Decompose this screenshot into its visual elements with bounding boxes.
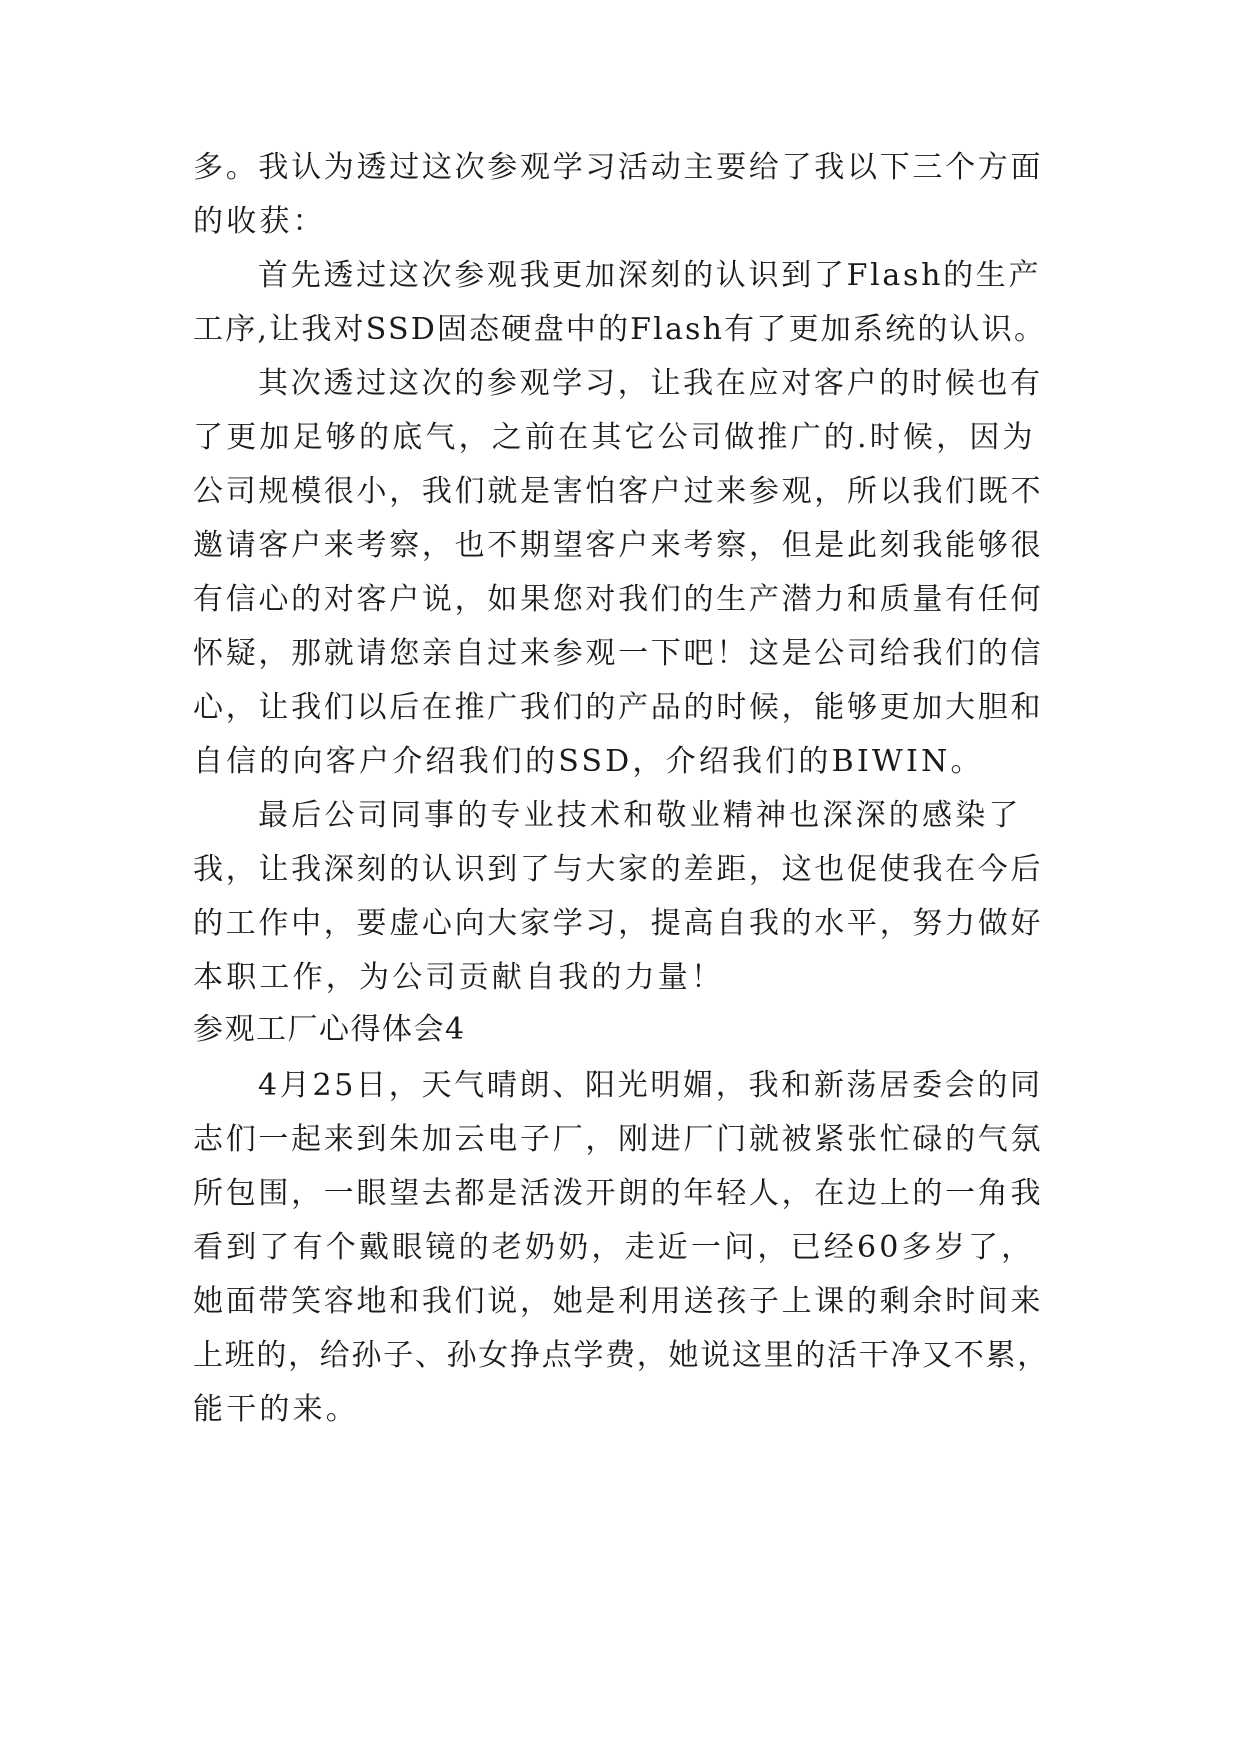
text-line: 工序,让我对SSD固态硬盘中的Flash有了更加系统的认识。 bbox=[193, 312, 1047, 347]
text-line: 心，让我们以后在推广我们的产品的时候，能够更加大胆和 bbox=[193, 690, 1044, 725]
paragraph-first-line: 最后公司同事的专业技术和敬业精神也深深的感染了 bbox=[258, 798, 1022, 833]
text-line: 我，让我深刻的认识到了与大家的差距，这也促使我在今后 bbox=[193, 852, 1044, 887]
text-line: 自信的向客户介绍我们的SSD，介绍我们的BIWIN。 bbox=[193, 744, 984, 779]
text-line: 她面带笑容地和我们说，她是利用送孩子上课的剩余时间来 bbox=[193, 1284, 1044, 1319]
text-line: 看到了有个戴眼镜的老奶奶，走近一问，已经60多岁了， bbox=[193, 1230, 1035, 1265]
paragraph-first-line: 4月25日，天气晴朗、阳光明媚，我和新荡居委会的同 bbox=[258, 1068, 1043, 1103]
text-line: 邀请客户来考察，也不期望客户来考察，但是此刻我能够很 bbox=[193, 528, 1044, 563]
text-line: 公司规模很小，我们就是害怕客户过来参观，所以我们既不 bbox=[193, 474, 1044, 509]
text-line: 多。我认为透过这次参观学习活动主要给了我以下三个方面 bbox=[193, 150, 1044, 185]
text-line: 本职工作，为公司贡献自我的力量！ bbox=[193, 960, 725, 995]
paragraph-first-line: 首先透过这次参观我更加深刻的认识到了Flash的生产 bbox=[258, 258, 1042, 293]
text-line: 所包围，一眼望去都是活泼开朗的年轻人，在边上的一角我 bbox=[193, 1176, 1044, 1211]
text-line: 能干的来。 bbox=[193, 1392, 359, 1427]
text-line: 上班的，给孙子、孙女挣点学费，她说这里的活干净又不累， bbox=[193, 1338, 1049, 1373]
section-heading: 参观工厂心得体会4 bbox=[193, 1012, 466, 1047]
text-line: 有信心的对客户说，如果您对我们的生产潜力和质量有任何 bbox=[193, 582, 1044, 617]
text-line: 怀疑，那就请您亲自过来参观一下吧！这是公司给我们的信 bbox=[193, 636, 1044, 671]
text-line: 志们一起来到朱加云电子厂，刚进厂门就被紧张忙碌的气氛 bbox=[193, 1122, 1044, 1157]
text-line: 的工作中，要虚心向大家学习，提高自我的水平，努力做好 bbox=[193, 906, 1044, 941]
text-line: 了更加足够的底气，之前在其它公司做推广的.时候，因为 bbox=[193, 420, 1036, 455]
text-line: 的收获： bbox=[193, 204, 326, 239]
paragraph-first-line: 其次透过这次的参观学习，让我在应对客户的时候也有 bbox=[258, 366, 1043, 401]
